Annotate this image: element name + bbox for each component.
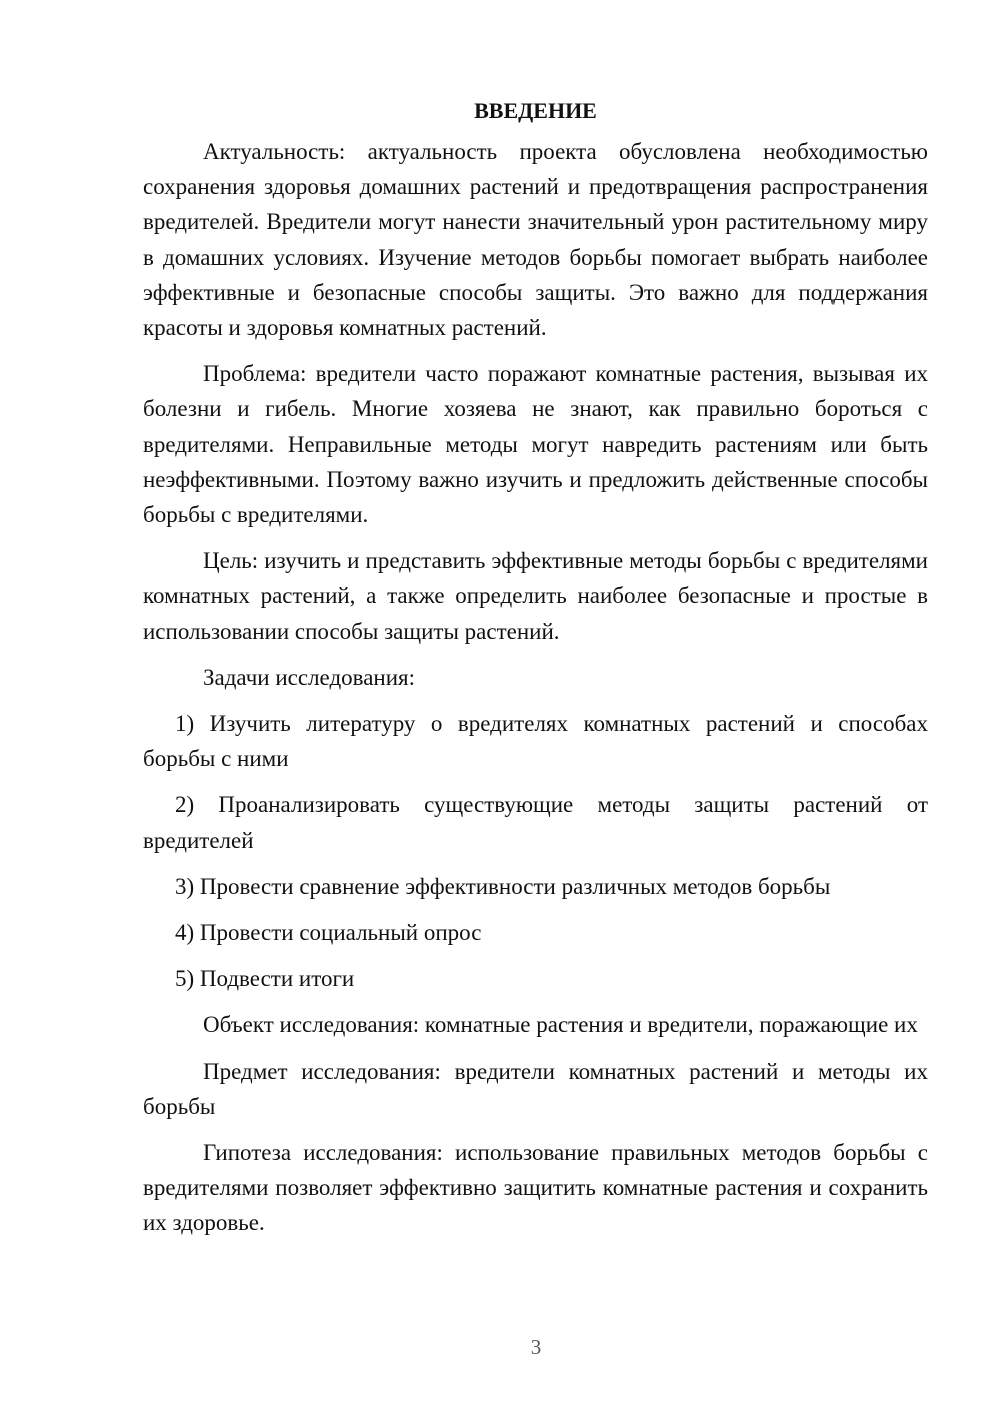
paragraph-goal: Цель: изучить и представить эффективные методы борьбы с вредителями комнатных растений, а также определить наиболее безопасные и простые в использовании способы защиты растений.: [143, 548, 928, 644]
page-number: 3: [530, 1335, 542, 1359]
section-title: ВВЕДЕНИЕ: [474, 98, 597, 123]
task-item-5: 5) Подвести итоги: [175, 966, 355, 992]
task-item-4: 4) Провести социальный опрос: [175, 920, 482, 946]
paragraph-subject: Предмет исследования: вредители комнатных растений и методы их борьбы: [143, 1058, 928, 1119]
paragraph-relevance: Актуальность: актуальность проекта обусловлена необходимостью сохранения здоровья домашних растений и предотвращения распространения вредителей. Вредители могут нанести значительный урон растительному миру в домашних условиях. Изучение методов борьбы помогает выбрать наиболее эффективные и безопасные способы защиты. Это важно для поддержания красоты и здоровья комнатных растений.: [143, 139, 928, 341]
task-item-1: 1) Изучить литературу о вредителях комнатных растений и способах борьбы с ними: [143, 711, 928, 772]
task-item-3: 3) Провести сравнение эффективности различных методов борьбы: [175, 873, 831, 899]
task-item-2: 2) Проанализировать существующие методы защиты растений от вредителей: [143, 792, 928, 853]
paragraph-problem: Проблема: вредители часто поражают комнатные растения, вызывая их болезни и гибель. Многие хозяева не знают, как правильно бороться с вредителями. Неправильные методы могут навредить растениям или быть неэффективными. Поэтому важно изучить и предложить действенные способы борьбы с вредителями.: [143, 361, 928, 528]
paragraph-object: Объект исследования: комнатные растения и вредители, поражающие их: [203, 1012, 918, 1038]
page-content: [143, 93, 928, 1241]
tasks-heading: Задачи исследования:: [203, 664, 416, 690]
paragraph-hypothesis: Гипотеза исследования: использование правильных методов борьбы с вредителями позволяет эффективно защитить комнатные растения и сохранить их здоровье.: [143, 1140, 928, 1236]
